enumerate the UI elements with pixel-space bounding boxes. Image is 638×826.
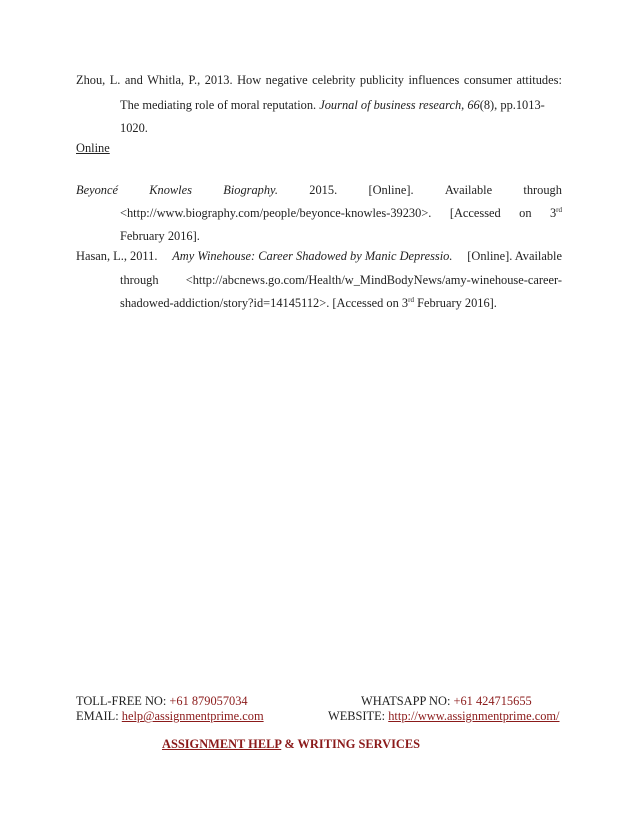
word: Knowles [149,183,192,197]
volume: 66 [467,98,480,112]
email-label: EMAIL: [76,709,122,723]
footer-tollfree [76,694,248,709]
website-label: WEBSITE: [328,709,389,723]
ordinal-suffix: rd [556,206,562,214]
ref-text: , [461,98,468,112]
whatsapp-number: +61 424715655 [453,694,532,708]
footer-whatsapp [361,694,532,709]
reference-hasan-line3 [120,295,562,311]
ref-text: The mediating role of moral reputation. [120,98,317,112]
ref-text: February 2016]. [413,296,497,310]
word: influences [408,73,460,87]
ref-text: 1020. [120,121,148,135]
word: [Online]. [368,183,414,197]
word: [Accessed [449,206,501,220]
ref-text: Hasan, L., 2011. [76,249,158,263]
journal-title: Journal of business research [319,98,462,112]
reference-beyonce-line2 [120,205,562,221]
reference-beyonce-line3 [120,228,562,244]
tollfree-number: +61 879057034 [169,694,248,708]
word: Biography. [223,183,278,197]
word: How [237,73,262,87]
word: 2015. [309,183,338,197]
word: 3 [549,206,557,220]
banner-text: & WRITING SERVICES [281,737,421,751]
ref-text: (8), pp.1013- [479,98,545,112]
word: Zhou, [76,73,106,87]
word: Beyoncé [76,183,118,197]
word: P., [188,73,201,87]
reference-zhou-line1 [76,72,562,88]
word: attitudes: [516,73,562,87]
ref-text: shadowed-addiction/story?id=14145112>. [Accessed on 3 [120,296,409,310]
word: L. [109,73,121,87]
date-day [550,205,562,221]
tollfree-label: TOLL-FREE NO: [76,694,170,708]
reference-zhou-line2 [120,97,562,113]
ref-text: [Online]. Available [467,249,562,263]
footer-email [76,709,264,724]
work-title: Amy Winehouse: Career Shadowed by Manic Depressio. [172,249,453,263]
url-text: <http://www.biography.com/people/beyonce-knowles-39230>. [120,206,432,220]
reference-hasan-line2 [120,272,562,288]
section-heading-online [76,140,110,156]
word: through [120,273,159,287]
word: 2013. [204,73,233,87]
ref-text: February 2016]. [120,229,200,243]
word: and [124,73,143,87]
word: Available [444,183,493,197]
heading-text: Online [76,141,110,155]
banner-link[interactable]: ASSIGNMENT HELP [162,737,282,751]
word: celebrity [312,73,356,87]
reference-zhou-line3 [120,120,562,136]
whatsapp-label: WHATSAPP NO: [361,694,454,708]
word: consumer [463,73,512,87]
reference-hasan-line1 [76,248,562,264]
footer-website [328,709,560,724]
website-link[interactable]: http://www.assignmentprime.com/ [388,709,560,723]
reference-beyonce-line1 [76,182,562,198]
footer-banner [162,737,420,752]
word: through [523,183,562,197]
word: on [519,206,532,220]
word: negative [265,73,308,87]
email-link[interactable]: help@assignmentprime.com [121,709,264,723]
word: publicity [359,73,404,87]
word: Whitla, [147,73,185,87]
ordinal-suffix: rd [408,296,414,304]
url-text: <http://abcnews.go.com/Health/w_MindBodyNews/amy-winehouse-career- [185,273,562,287]
